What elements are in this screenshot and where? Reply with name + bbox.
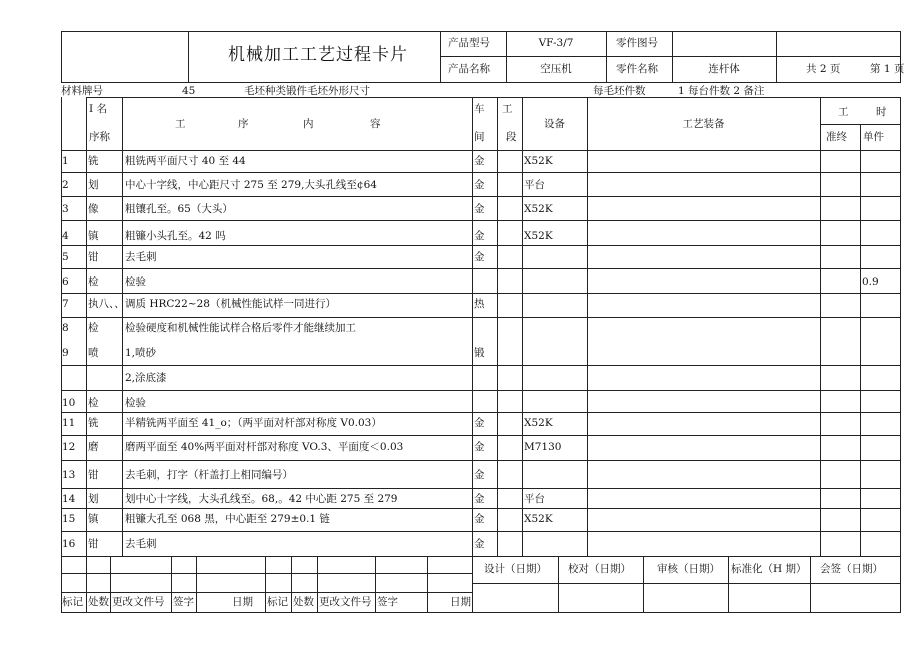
content-header-char: 容	[370, 118, 381, 130]
rule	[86, 97, 901, 98]
rule	[61, 268, 901, 269]
step-content: 检验	[125, 397, 146, 409]
rule	[61, 245, 901, 246]
step-content: 去毛刺	[125, 251, 157, 263]
step-content: 中心十字线，中心距尺寸 275 至 279,大头孔线至¢64	[125, 179, 377, 191]
step-name: 铣	[88, 155, 99, 167]
rule	[61, 592, 472, 593]
time-header-char: 时	[876, 106, 887, 118]
step-number: 7	[62, 298, 69, 310]
equipment-header: 设备	[544, 118, 565, 130]
revision-date-label: 日期	[450, 596, 471, 608]
rule	[440, 31, 441, 82]
standardization-date-label: 标准化（H 期）	[731, 563, 807, 575]
rule	[61, 150, 901, 151]
blank-type-label: 毛坯种类锻件毛坯外形尺寸	[244, 85, 370, 97]
rule	[810, 556, 811, 612]
step-number: 2	[62, 179, 69, 191]
content-header-char: 序	[238, 118, 249, 130]
revision-signature-label: 签字	[377, 596, 398, 608]
step-content: 划中心十字线，大头孔线至。68,。42 中心距 275 至 279	[125, 493, 398, 505]
part-drawing-label: 零件图号	[616, 37, 658, 49]
section-header-bottom: 段	[506, 131, 517, 143]
revision-count-label: 处数	[293, 596, 314, 608]
material-label: 材料牌号	[61, 85, 103, 97]
step-number: 3	[62, 203, 69, 215]
step-number: 15	[62, 513, 76, 525]
rule	[291, 556, 292, 612]
step-content: 检验硬度和机械性能试样合格后零件才能继续加工	[125, 322, 356, 334]
step-number: 11	[62, 417, 76, 429]
check-date-label: 校对（日期）	[568, 563, 631, 575]
rule	[61, 172, 901, 173]
rule	[776, 31, 777, 82]
rule	[61, 488, 901, 489]
rule	[61, 317, 901, 318]
step-number: 9	[62, 347, 69, 359]
step-name: 镇	[88, 230, 99, 242]
step-content: 去毛刺	[125, 538, 157, 550]
step-shop: 金	[474, 513, 485, 525]
content-header-char: 工	[175, 118, 186, 130]
countersign-date-label: 会签（日期）	[820, 563, 883, 575]
step-number: 16	[62, 538, 76, 550]
step-number: 12	[62, 441, 76, 453]
product-model-value: VF-3/7	[538, 37, 574, 49]
step-shop: 金	[474, 441, 485, 453]
rule	[606, 31, 607, 82]
step-equipment: X52K	[524, 513, 553, 525]
step-equipment: 平台	[524, 493, 545, 505]
step-number: 6	[62, 276, 69, 288]
step-name: 像	[88, 203, 99, 215]
material-value: 45	[182, 85, 196, 97]
revision-mark-label: 标记	[267, 596, 288, 608]
step-equipment: X52K	[524, 155, 553, 167]
product-model-label: 产品型号	[448, 37, 490, 49]
step-number: 1	[62, 155, 69, 167]
rule	[440, 56, 901, 57]
part-name-label: 零件名称	[616, 63, 658, 75]
step-equipment: M7130	[524, 441, 562, 453]
unit-time-header: 单件	[863, 131, 884, 143]
step-shop: 金	[474, 493, 485, 505]
rule	[427, 556, 428, 612]
tooling-header: 工艺装备	[682, 118, 725, 130]
rule	[61, 435, 901, 436]
step-equipment: X52K	[524, 417, 553, 429]
step-content: 调质 HRC22~28（机械性能试样一同进行）	[125, 298, 336, 310]
step-content: 粗镰小头孔至。42 吗	[125, 230, 226, 242]
step-shop: 金	[474, 230, 485, 242]
total-pages: 共 2 页	[806, 63, 841, 75]
per-blank-label: 每毛坯件数	[593, 85, 646, 97]
rule	[61, 412, 901, 413]
step-number: 8	[62, 322, 69, 334]
step-content: 半精铣两平面至 41_o；（两平面对杆部对称度 V0.03）	[125, 417, 382, 429]
step-name: 执八、、	[88, 298, 125, 310]
rule	[472, 583, 901, 584]
step-equipment: X52K	[524, 230, 553, 242]
step-name: 磨	[88, 441, 99, 453]
rule	[900, 556, 901, 612]
rule	[558, 556, 559, 612]
rule	[61, 390, 901, 391]
seq-header-bottom: 序称	[89, 131, 110, 143]
step-name: 钳	[88, 469, 99, 481]
rule	[61, 612, 901, 613]
step-content: 检验	[125, 276, 146, 288]
step-name: 检	[88, 322, 99, 334]
step-number: 10	[62, 397, 76, 409]
rule	[196, 556, 197, 612]
rule	[61, 31, 62, 82]
step-number: 4	[62, 230, 69, 242]
step-shop: 热	[474, 298, 485, 310]
page-number: 第 1 页	[870, 63, 905, 75]
step-name: 划	[88, 179, 99, 191]
step-name: 铣	[88, 417, 99, 429]
rule	[61, 531, 901, 532]
rule	[61, 293, 901, 294]
step-name: 检	[88, 276, 99, 288]
rule	[86, 97, 87, 556]
revision-doc-label: 更改文件号	[319, 596, 372, 608]
revision-signature-label: 签字	[173, 596, 194, 608]
rule	[110, 556, 111, 612]
revision-date-label: 日期	[232, 596, 253, 608]
step-content: 粗镶孔至。65（大头）	[125, 203, 233, 215]
rule	[860, 124, 861, 556]
product-name-value: 空压机	[540, 63, 572, 75]
step-name: 检	[88, 397, 99, 409]
rule	[86, 556, 87, 612]
part-name-value: 连杆体	[708, 63, 740, 75]
rule	[61, 365, 901, 366]
step-number: 13	[62, 469, 76, 481]
revision-count-label: 处数	[88, 596, 109, 608]
step-content: 粗铣两平面尺寸 40 至 44	[125, 155, 246, 167]
rule	[61, 220, 901, 221]
step-name: 镇	[88, 513, 99, 525]
rule	[820, 97, 821, 556]
rule	[61, 556, 901, 557]
step-content: 2,涂底漆	[125, 372, 167, 384]
rule	[375, 556, 376, 612]
step-unit-time: 0.9	[862, 276, 879, 288]
time-header-char: 工	[838, 106, 849, 118]
design-date-label: 设计（日期）	[484, 563, 547, 575]
step-shop: 金	[474, 155, 485, 167]
step-number: 14	[62, 493, 76, 505]
step-shop: 金	[474, 469, 485, 481]
page-title: 机械加工工艺过程卡片	[228, 45, 408, 65]
step-equipment: X52K	[524, 203, 553, 215]
step-name: 钳	[88, 251, 99, 263]
rule	[122, 97, 123, 556]
section-header-top: 工	[502, 103, 513, 115]
shop-header-bottom: 间	[474, 131, 485, 143]
step-content: 磨两平面至 40%两平面对杆部对称度 VO.3、平面度＜0.03	[125, 441, 404, 453]
rule	[472, 97, 473, 556]
step-name: 划	[88, 493, 99, 505]
prep-time-header: 准终	[826, 131, 847, 143]
step-name: 喷	[88, 347, 99, 359]
rule	[522, 97, 523, 556]
step-equipment: 平台	[524, 179, 545, 191]
step-shop: 金	[474, 179, 485, 191]
step-shop: 金	[474, 251, 485, 263]
step-content: 1,喷砂	[125, 347, 157, 359]
product-name-label: 产品名称	[448, 63, 490, 75]
rule	[643, 556, 644, 612]
seq-header-top: I 名	[89, 103, 107, 115]
rule	[61, 196, 901, 197]
rule	[188, 31, 189, 82]
step-number: 5	[62, 251, 69, 263]
step-shop: 金	[474, 203, 485, 215]
rule	[265, 556, 266, 612]
step-name: 钳	[88, 538, 99, 550]
step-shop: 金	[474, 538, 485, 550]
rule	[61, 508, 901, 509]
shop-header-top: 车	[474, 103, 485, 115]
per-unit-label: 1 每台件数 2 备注	[678, 85, 765, 97]
rule	[171, 556, 172, 612]
step-content: 去毛刺，打字（杆盖打上相同编号）	[125, 469, 293, 481]
review-date-label: 审核（日期）	[657, 563, 720, 575]
rule	[497, 97, 498, 556]
rule	[587, 97, 588, 556]
content-header-char: 内	[303, 118, 314, 130]
rule	[61, 82, 901, 83]
rule	[472, 556, 473, 612]
rule	[728, 556, 729, 612]
rule	[317, 556, 318, 612]
revision-doc-label: 更改文件号	[112, 596, 165, 608]
rule	[61, 460, 901, 461]
step-shop: 锻	[474, 347, 485, 359]
rule	[61, 31, 901, 32]
step-content: 粗镰大孔至 068 黑，中心距至 279±0.1 链	[125, 513, 330, 525]
step-shop: 金	[474, 417, 485, 429]
revision-mark-label: 标记	[62, 596, 83, 608]
rule	[61, 573, 472, 574]
rule	[900, 97, 901, 556]
